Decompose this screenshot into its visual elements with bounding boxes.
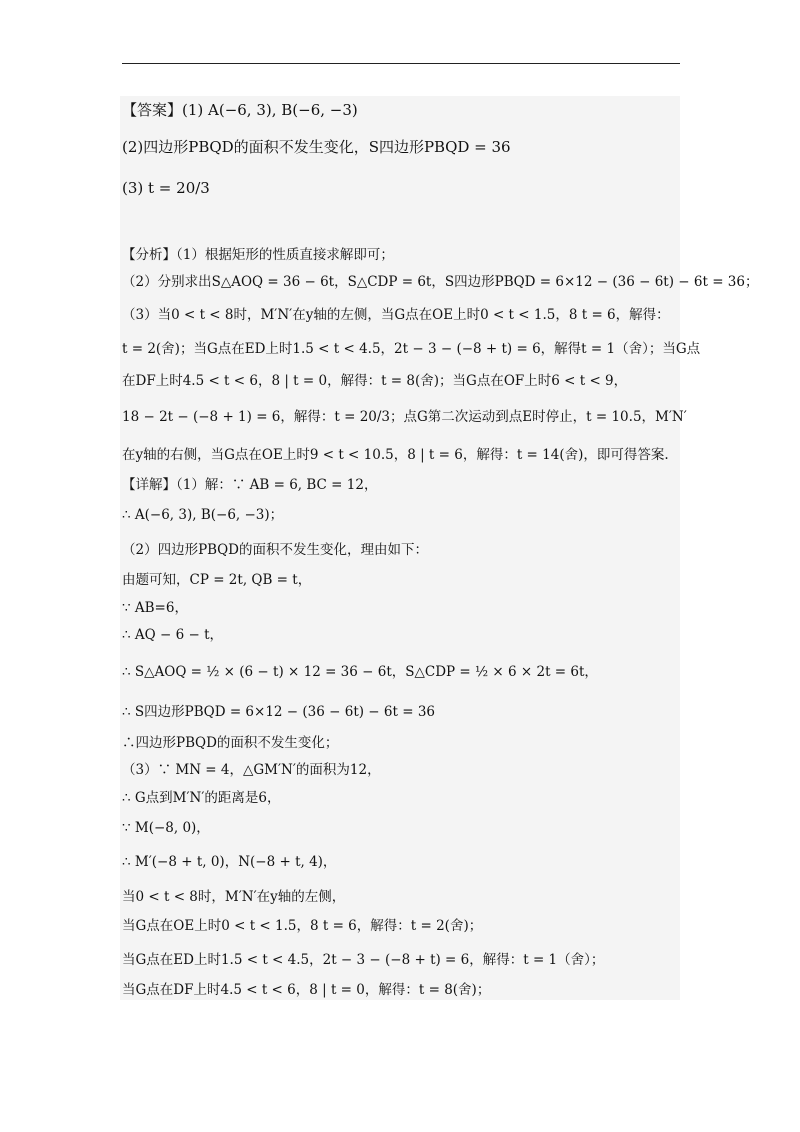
detail-line-12: ∵ M(−8, 0)，	[122, 820, 210, 836]
detail-line-11: ∴ G点到M′N′的距离是6，	[122, 790, 281, 806]
detail-line-5: ∵ AB=6，	[122, 600, 188, 616]
detail-line-1: 【详解】（1）解：∵ AB = 6, BC = 12，	[122, 477, 378, 493]
answer-line-2: (2)四边形PBQD的面积不发生变化，S四边形PBQD = 36	[122, 138, 511, 156]
header-rule	[122, 63, 680, 64]
detail-line-4: 由题可知，CP = 2t, QB = t，	[122, 572, 312, 588]
detail-line-8: ∴ S四边形PBQD = 6×12 − (36 − 6t) − 6t = 36	[122, 704, 435, 720]
detail-line-9: ∴四边形PBQD的面积不发生变化；	[122, 735, 339, 751]
detail-line-2: ∴ A(−6, 3), B(−6, −3)；	[122, 507, 284, 523]
detail-line-6: ∴ AQ − 6 − t，	[122, 627, 223, 643]
detail-line-3: （2）四边形PBQD的面积不发生变化，理由如下：	[122, 542, 428, 558]
detail-line-15: 当G点在OE上时0 < t < 1.5，8 t = 6，解得：t = 2(舍)；	[122, 918, 483, 934]
detail-line-16: 当G点在ED上时1.5 < t < 4.5，2t − 3 − (−8 + t) = 6，解得：t = 1（舍）；	[122, 952, 605, 968]
analysis-line-6: 18 − 2t − (−8 + 1) = 6，解得：t = 20/3；点G第二次运动到点E时停止，t = 10.5，M′N′	[122, 409, 687, 425]
analysis-line-3: （3）当0 < t < 8时，M′N′在y轴的左侧，当G点在OE上时0 < t < 1.5，8 t = 6，解得：	[122, 307, 670, 323]
analysis-line-2: （2）分别求出S△AOQ = 36 − 6t，S△CDP = 6t，S四边形PBQD = 6×12 − (36 − 6t) − 6t = 36；	[122, 274, 759, 290]
analysis-line-7: 在y轴的右侧，当G点在OE上时9 < t < 10.5，8 | t = 6，解得：t = 14(舍)，即可得答案.	[122, 447, 669, 463]
detail-line-10: （3）∵ MN = 4，△GM′N′的面积为12，	[122, 762, 381, 778]
detail-line-14: 当0 < t < 8时，M′N′在y轴的左侧，	[122, 889, 346, 905]
answer-line-3: (3) t = 20/3	[122, 179, 210, 197]
detail-line-13: ∴ M′(−8 + t, 0)，N(−8 + t, 4)，	[122, 854, 337, 870]
detail-line-17: 当G点在DF上时4.5 < t < 6，8 | t = 0，解得：t = 8(舍)；	[122, 982, 491, 998]
analysis-line-4: t = 2(舍)；当G点在ED上时1.5 < t < 4.5，2t − 3 − (−8 + t) = 6，解得t = 1（舍）；当G点	[122, 341, 701, 357]
detail-line-7: ∴ S△AOQ = ½ × (6 − t) × 12 = 36 − 6t，S△CDP = ½ × 6 × 2t = 6t，	[122, 664, 598, 680]
analysis-line-5: 在DF上时4.5 < t < 6，8 | t = 0，解得：t = 8(舍)；当G点在OF上时6 < t < 9，	[122, 373, 628, 389]
answer-line-1: 【答案】(1) A(−6, 3), B(−6, −3)	[122, 101, 358, 119]
analysis-line-1: 【分析】（1）根据矩形的性质直接求解即可；	[122, 247, 394, 263]
